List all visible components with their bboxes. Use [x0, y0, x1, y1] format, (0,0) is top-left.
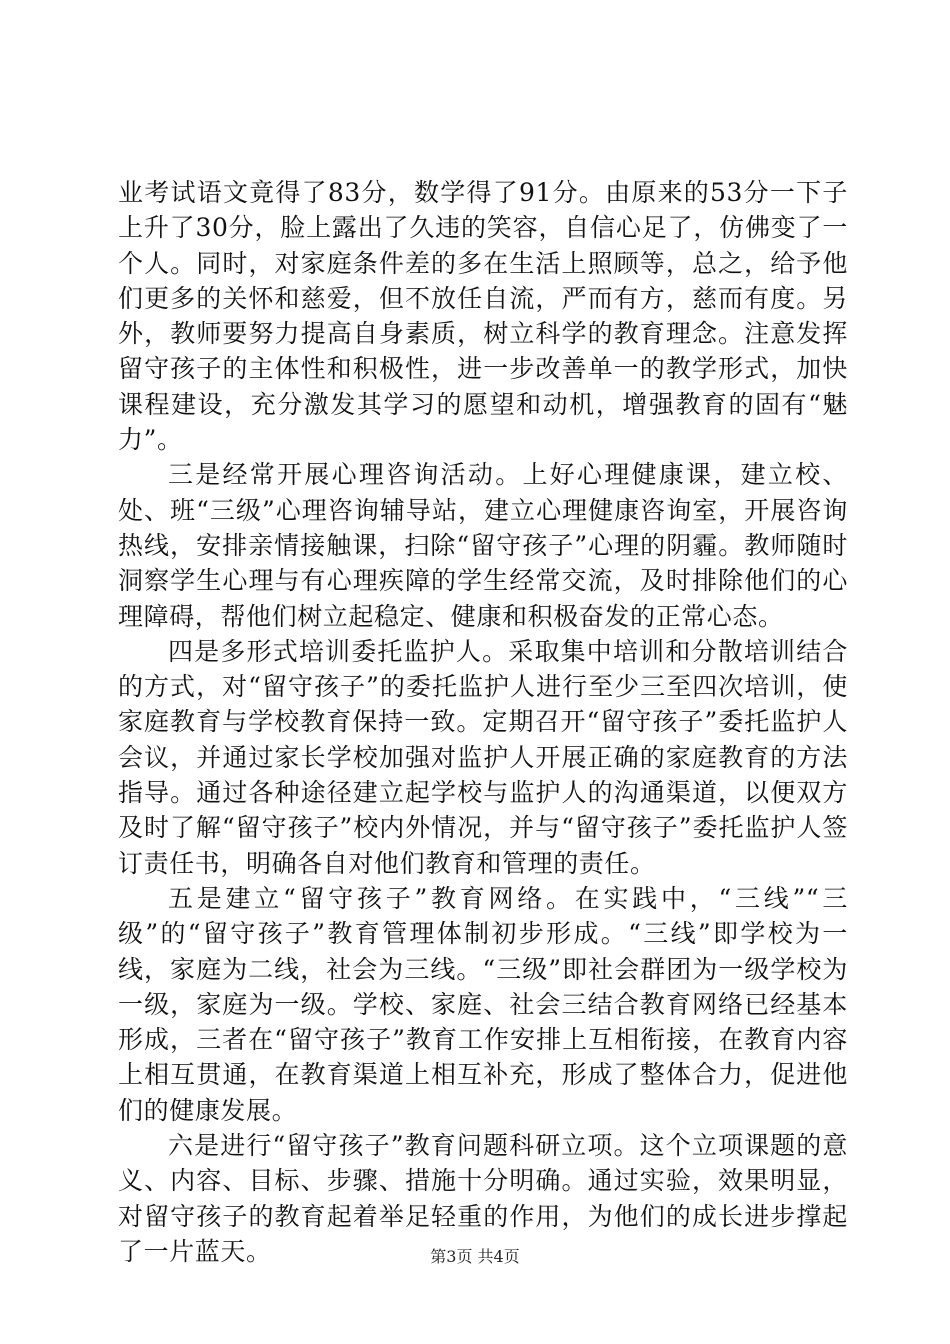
paragraph-research-project: 六是进行“留守孩子”教育问题科研立项。这个立项课题的意义、内容、目标、步骤、措施十分明确。通过实验，效果明显，对留守孩子的教育起着举足轻重的作用，为他们的成长进步撑起了一片蓝天。 — [118, 1131, 848, 1266]
paragraph-guardian-training: 四是多形式培训委托监护人。采取集中培训和分散培训结合的方式，对“留守孩子”的委托监护人进行至少三至四次培训，使家庭教育与学校教育保持一致。定期召开“留守孩子”委托监护人会议，并通过家长学校加强对监护人开展正确的家庭教育的方法指导。通过各种途径建立起学校与监护人的沟通渠道，以便双方及时了解“留守孩子”校内外情况，并与“留守孩子”委托监护人签订责任书，明确各自对他们教育和管理的责任。 — [118, 636, 848, 878]
paragraph-education-network: 五是建立“留守孩子”教育网络。在实践中，“三线”“三级”的“留守孩子”教育管理体制初步形成。“三线”即学校为一线，家庭为二线，社会为三线。“三级”即社会群团为一级学校为一级，家庭为一级。学校、家庭、社会三结合教育网络已经基本形成，三者在“留守孩子”教育工作安排上互相衔接，在教育内容上相互贯通，在教育渠道上相互补充，形成了整体合力，促进他们的健康发展。 — [118, 883, 848, 1125]
paragraph-continuation: 业考试语文竟得了83分，数学得了91分。由原来的53分一下子上升了30分，脸上露出了久违的笑容，自信心足了，仿佛变了一个人。同时，对家庭条件差的多在生活上照顾等，总之，给予他们更多的关怀和慈爱，但不放任自流，严而有方，慈而有度。另外，教师要努力提高自身素质，树立科学的教育理念。注意发挥留守孩子的主体性和积极性，进一步改善单一的教学形式，加快课程建设，充分激发其学习的愿望和动机，增强教育的固有“魅力”。 — [118, 178, 848, 455]
body-text — [118, 175, 848, 1269]
paragraph-counseling: 三是经常开展心理咨询活动。上好心理健康课，建立校、处、班“三级”心理咨询辅导站，建立心理健康咨询室，开展咨询热线，安排亲情接触课，扫除“留守孩子”心理的阴霾。教师随时洞察学生心理与有心理疾障的学生经常交流，及时排除他们的心理障碍，帮他们树立起稳定、健康和积极奋发的正常心态。 — [118, 460, 848, 631]
page-footer: 第3页 共4页 — [430, 1247, 520, 1266]
